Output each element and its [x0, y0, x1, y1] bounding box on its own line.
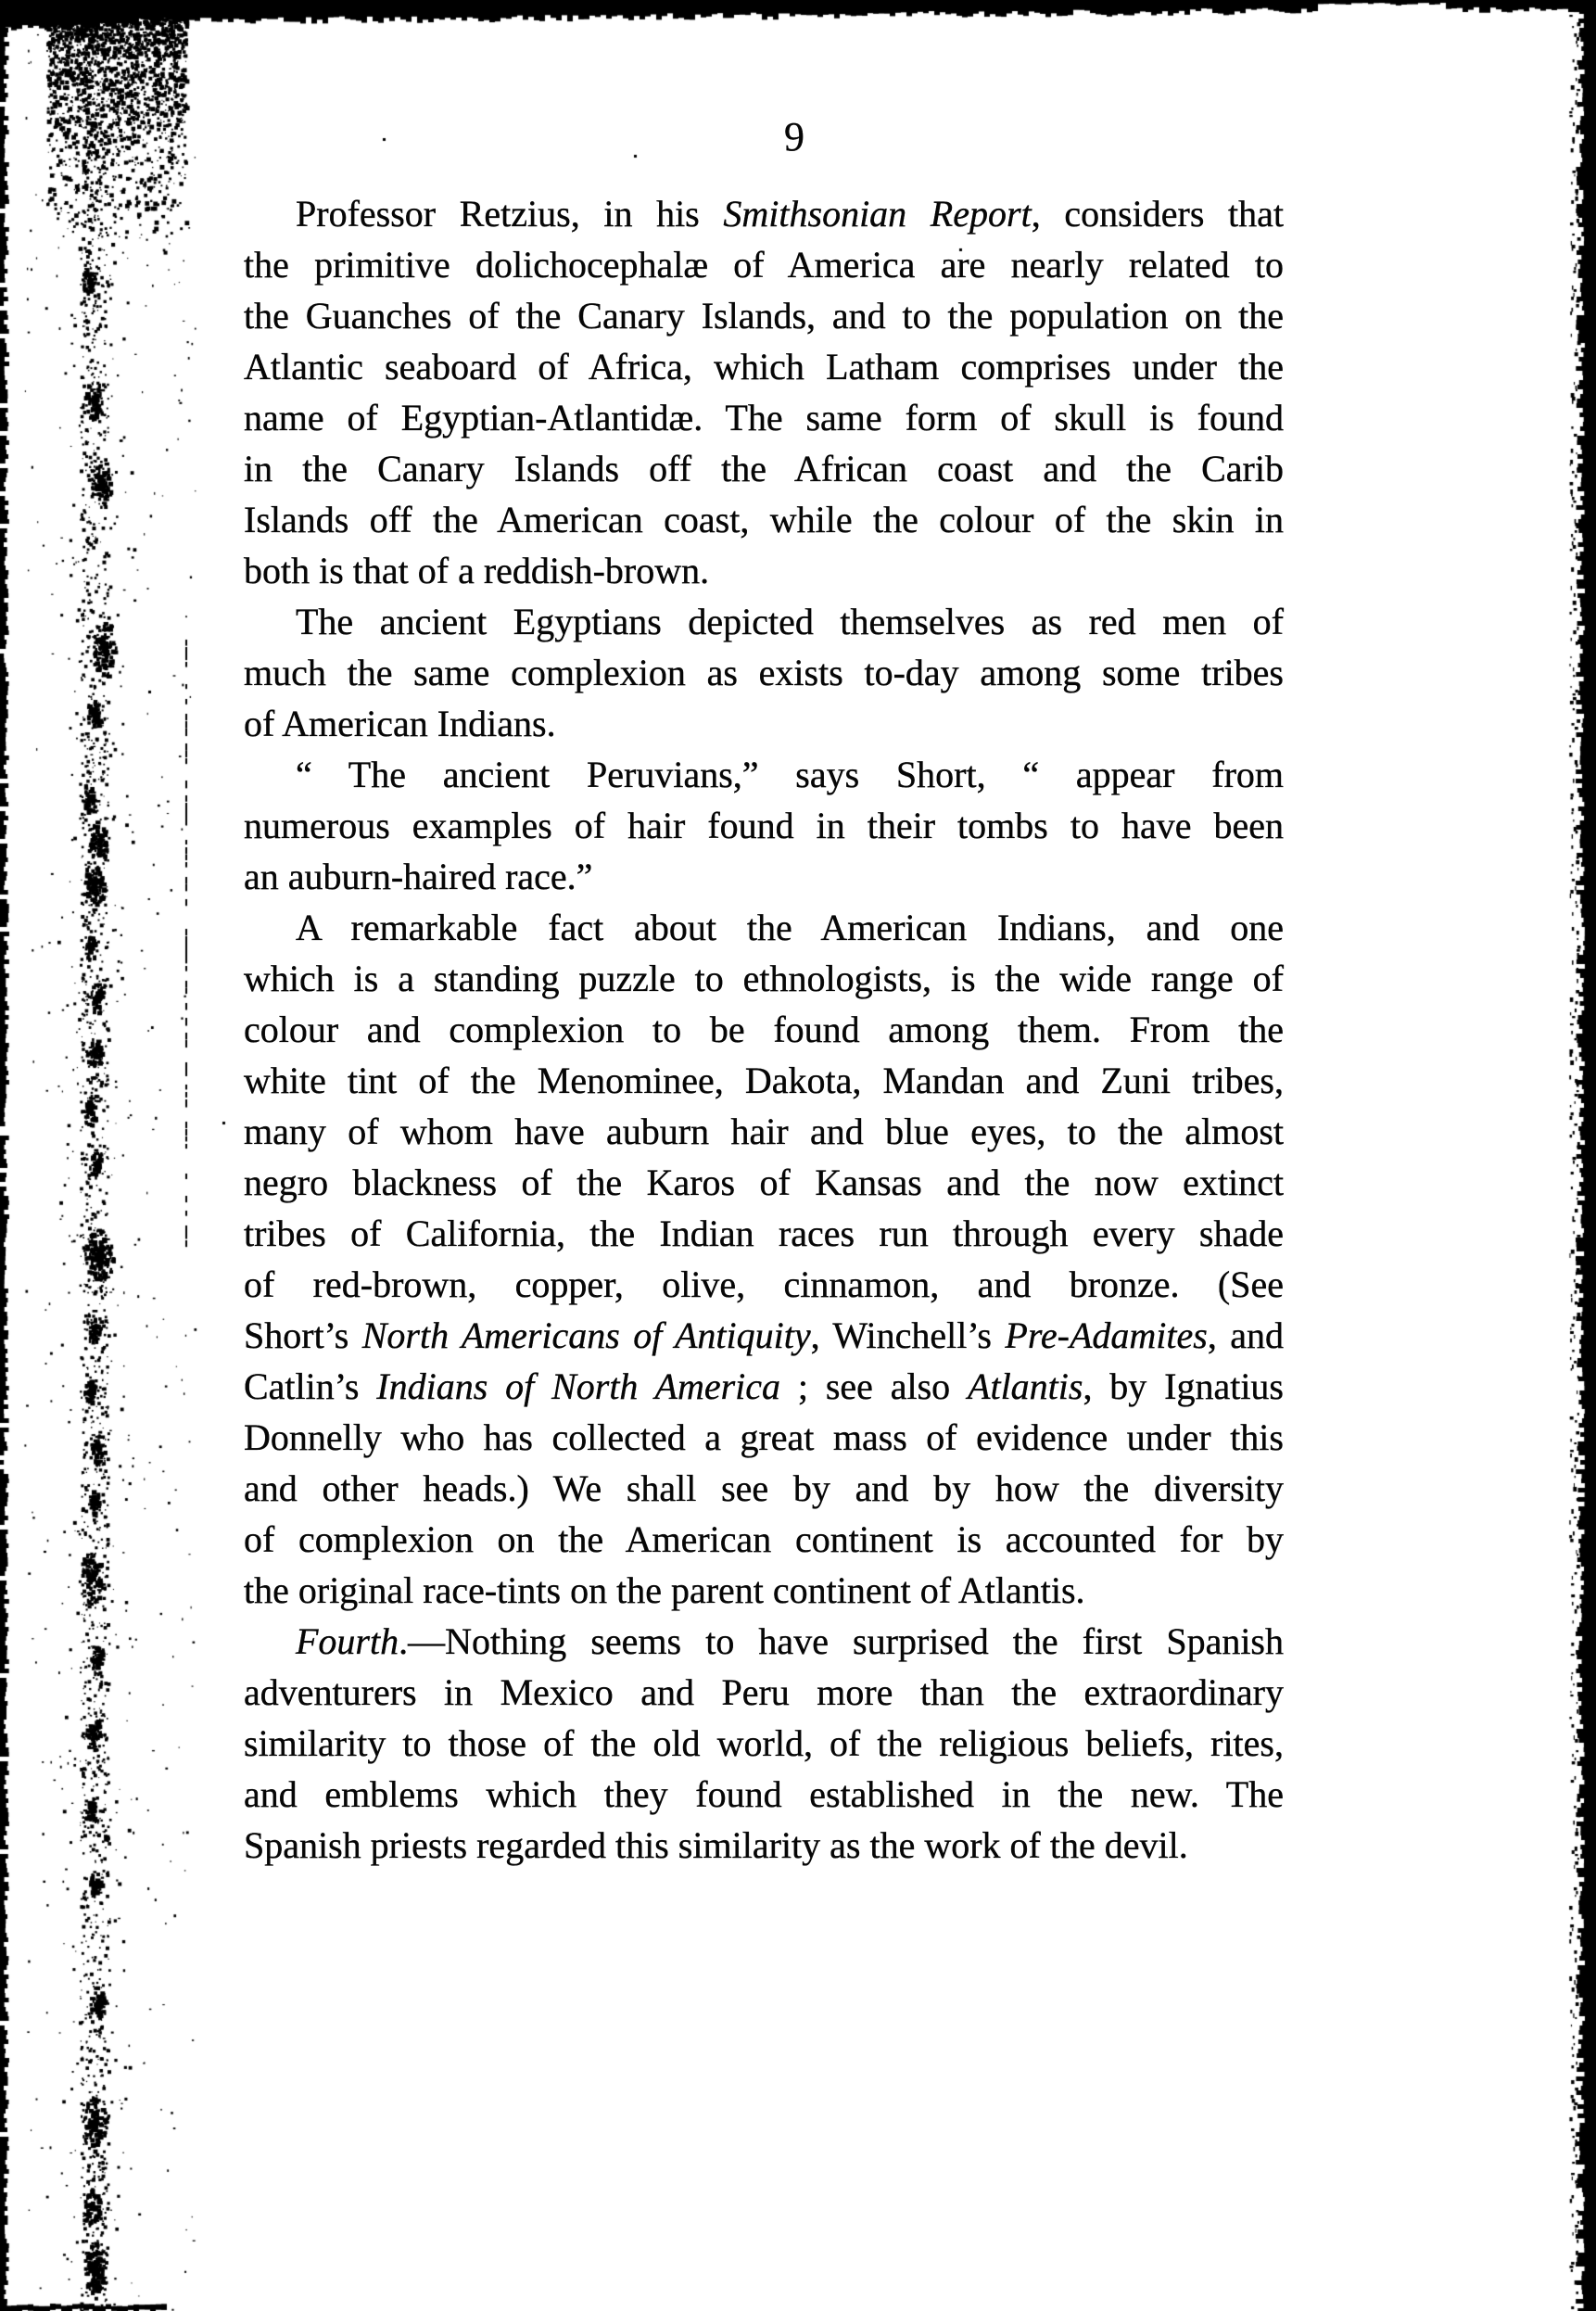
italic-title-text: Fourth — [296, 1620, 399, 1662]
text-segment: , considers that — [1031, 193, 1284, 235]
text-line — [244, 239, 1284, 290]
italic-title-text: Smithsonian Report — [723, 193, 1032, 235]
text-segment: of American Indians. — [244, 703, 556, 744]
text-segment: A remarkable fact about the American Indians, and one — [296, 907, 1284, 948]
paragraph — [244, 188, 1284, 596]
paragraph — [244, 902, 1284, 1616]
text-line — [244, 953, 1284, 1004]
text-line — [244, 1667, 1284, 1718]
text-line — [244, 800, 1284, 851]
text-segment: .—Nothing seems to have surprised the first Spanish — [399, 1620, 1284, 1662]
text-segment: , and — [1207, 1314, 1284, 1356]
text-segment: Short’s — [244, 1314, 362, 1356]
text-line — [244, 1820, 1284, 1871]
text-line — [244, 698, 1284, 749]
text-segment: and other heads.) We shall see by and by how the diversity — [244, 1467, 1284, 1509]
text-segment: of complexion on the American continent is accounted for by — [244, 1518, 1284, 1560]
page-number: 9 — [784, 114, 804, 159]
text-segment: Spanish priests regarded this similarity as the work of the devil. — [244, 1824, 1188, 1866]
text-segment: colour and complexion to be found among them. From the — [244, 1009, 1284, 1050]
text-line — [244, 1259, 1284, 1310]
text-segment: an auburn-haired race.” — [244, 856, 593, 897]
text-line — [244, 902, 1284, 953]
text-segment: much the same complexion as exists to-day among some tribes — [244, 652, 1284, 693]
text-line — [244, 392, 1284, 443]
text-segment: both is that of a reddish-brown. — [244, 550, 710, 591]
italic-title-text: Pre-Adamites — [1005, 1314, 1208, 1356]
text-segment: negro blackness of the Karos of Kansas and the now extinct — [244, 1162, 1284, 1203]
text-segment: Islands off the American coast, while the colour of the skin in — [244, 499, 1284, 540]
text-line — [244, 545, 1284, 596]
text-segment: tribes of California, the Indian races run through every shade — [244, 1213, 1284, 1254]
text-line — [244, 1055, 1284, 1106]
text-segment: Atlantic seaboard of Africa, which Latham comprises under the — [244, 346, 1284, 387]
text-segment: Catlin’s — [244, 1365, 377, 1407]
text-segment: “ The ancient Peruvians,” says Short, “ appear from — [296, 754, 1284, 795]
text-line — [244, 851, 1284, 902]
text-line — [244, 1310, 1284, 1361]
text-line — [244, 1616, 1284, 1667]
italic-title-text: North Americans of Antiquity — [361, 1314, 811, 1356]
text-line — [244, 443, 1284, 494]
text-segment: similarity to those of the old world, of the religious beliefs, rites, — [244, 1722, 1284, 1764]
text-segment: the original race-tints on the parent continent of Atlantis. — [244, 1569, 1085, 1611]
text-line — [244, 749, 1284, 800]
text-segment: , by Ignatius — [1083, 1365, 1285, 1407]
text-segment: of red-brown, copper, olive, cinnamon, and bronze. (See — [244, 1263, 1284, 1305]
text-line — [244, 1361, 1284, 1412]
text-segment: , Winchell’s — [810, 1314, 1006, 1356]
text-line — [244, 647, 1284, 698]
text-line — [244, 1514, 1284, 1565]
text-line — [244, 341, 1284, 392]
text-line — [244, 1004, 1284, 1055]
text-segment: and emblems which they found established in the new. The — [244, 1773, 1284, 1815]
text-line — [244, 188, 1284, 239]
text-line — [244, 1412, 1284, 1463]
page-text — [244, 188, 1284, 1871]
text-segment: which is a standing puzzle to ethnologists, is the wide range of — [244, 958, 1284, 999]
text-line — [244, 1769, 1284, 1820]
paragraph — [244, 596, 1284, 749]
text-segment: Donnelly who has collected a great mass of evidence under this — [244, 1416, 1284, 1458]
paragraph — [244, 749, 1284, 902]
text-segment: Professor Retzius, in his — [296, 193, 724, 235]
text-line — [244, 1565, 1284, 1616]
text-segment: The ancient Egyptians depicted themselves as red men of — [296, 601, 1284, 642]
text-line — [244, 494, 1284, 545]
text-line — [244, 1463, 1284, 1514]
paragraph — [244, 1616, 1284, 1871]
text-segment: the primitive dolichocephalæ of America are nearly related to — [244, 244, 1284, 286]
text-segment: the Guanches of the Canary Islands, and to the population on the — [244, 295, 1284, 336]
text-line — [244, 1106, 1284, 1157]
text-segment: many of whom have auburn hair and blue eyes, to the almost — [244, 1111, 1284, 1152]
text-line — [244, 1208, 1284, 1259]
text-segment: white tint of the Menominee, Dakota, Mandan and Zuni tribes, — [244, 1060, 1284, 1101]
text-segment: ; see also — [780, 1365, 969, 1407]
text-segment: in the Canary Islands off the African coast and the Carib — [244, 448, 1284, 489]
text-line — [244, 290, 1284, 341]
text-line — [244, 596, 1284, 647]
italic-title-text: Atlantis — [968, 1365, 1083, 1407]
text-segment: name of Egyptian-Atlantidæ. The same form of skull is found — [244, 397, 1284, 438]
text-segment: adventurers in Mexico and Peru more than the extraordinary — [244, 1671, 1284, 1713]
text-line — [244, 1157, 1284, 1208]
italic-title-text: Indians of North America — [376, 1365, 781, 1407]
text-segment: numerous examples of hair found in their tombs to have been — [244, 805, 1284, 846]
text-line — [244, 1718, 1284, 1769]
